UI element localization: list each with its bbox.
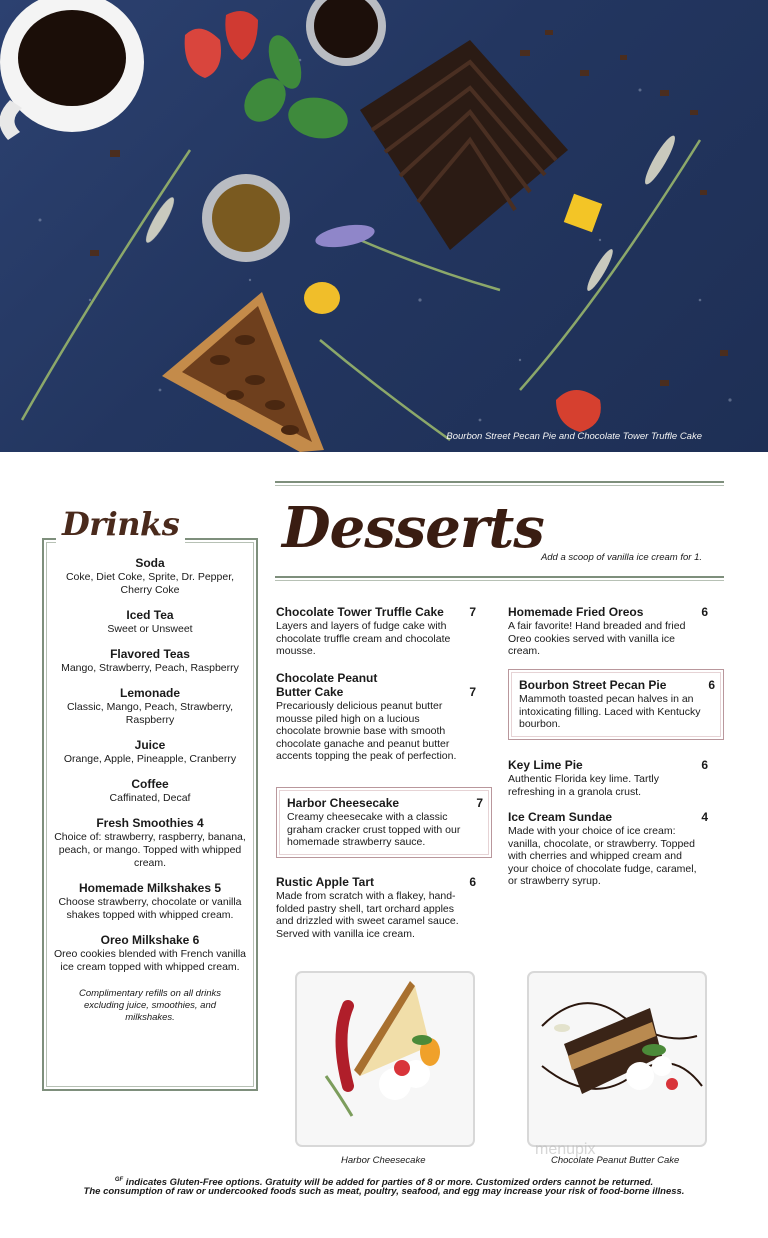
desserts-top-rule (275, 481, 724, 483)
photo-caption: Harbor Cheesecake (341, 1155, 426, 1166)
dessert-desc: Layers and layers of fudge cake with chocolate truffle cream and chocolate mousse. (276, 620, 451, 657)
drink-name: Homemade Milkshakes 5 (78, 881, 222, 895)
dessert-price: 7 (476, 796, 483, 810)
drink-item (52, 647, 248, 675)
drinks-note: Complimentary refills on all drinks excluding juice, smoothies, and milkshakes. (78, 988, 222, 1023)
drink-name: Oreo Milkshake 6 (100, 933, 200, 947)
dessert-name: Rustic Apple Tart (276, 875, 375, 889)
dessert-name: Ice Cream Sundae (508, 810, 613, 824)
drink-item (52, 816, 248, 870)
dessert-item (508, 810, 708, 888)
drink-desc: Coke, Diet Coke, Sprite, Dr. Pepper, Cherry Coke (65, 571, 235, 596)
dessert-price: 6 (701, 605, 708, 619)
drink-name: Soda (135, 556, 165, 570)
desserts-bottom-rule (275, 576, 724, 578)
drink-item (52, 556, 248, 597)
hero-caption: Bourbon Street Pecan Pie and Chocolate Tower Truffle Cake (446, 431, 702, 442)
dessert-item (508, 605, 708, 658)
dessert-desc: A fair favorite! Hand breaded and fried Oreo cookies served with vanilla ice cream. (508, 620, 686, 657)
footer-line-2: The consumption of raw or undercooked foods such as meat, poultry, seafood, and egg may increase your risk of food-borne illness. (83, 1186, 685, 1197)
dessert-price: 6 (701, 758, 708, 772)
dessert-desc: Mammoth toasted pecan halves in an intoxicating filling. Laced with Kentucky bourbon. (519, 693, 701, 730)
drink-desc: Sweet or Unsweet (107, 623, 193, 635)
dessert-name: Key Lime Pie (508, 758, 583, 772)
pb-cake-illustration (522, 966, 712, 1152)
drink-item (52, 777, 248, 805)
strawberry (185, 29, 221, 78)
rosemary-sprigs (22, 140, 700, 440)
drink-name: Flavored Teas (110, 647, 190, 661)
coffee-cup (0, 0, 144, 140)
drink-desc: Choose strawberry, chocolate or vanilla shakes topped with whipped cream. (58, 896, 242, 921)
cheesecake-photo (290, 966, 480, 1152)
drink-item (52, 686, 248, 727)
dessert-price: 4 (701, 810, 708, 824)
drink-name: Iced Tea (126, 608, 174, 622)
dessert-name: Chocolate Tower Truffle Cake (276, 605, 444, 619)
dessert-desc: Authentic Florida key lime. Tartly refreshing in a granola crust. (508, 773, 659, 798)
dessert-price: 6 (708, 678, 715, 692)
dessert-name: Harbor Cheesecake (287, 796, 400, 810)
desserts-title: Desserts (282, 495, 544, 561)
dessert-item (276, 605, 476, 658)
cheesecake-illustration (290, 966, 480, 1152)
dessert-desc: Made with your choice of ice cream: vanilla, chocolate, or strawberry. Topped with cherries and whipped cream and your choice of chocolate fudge, caramel, or strawberry syrup. (508, 825, 697, 887)
dessert-price: 6 (469, 875, 476, 889)
dessert-desc: Creamy cheesecake with a classic graham cracker crust topped with our homemade strawberry sauce. (287, 811, 461, 848)
hero-illustration (0, 0, 768, 452)
drink-desc: Caffinated, Decaf (109, 792, 191, 804)
drink-desc: Orange, Apple, Pineapple, Cranberry (63, 753, 237, 765)
chocolate-cake-slice (360, 40, 568, 250)
dessert-item (276, 671, 476, 763)
dessert-item-featured (276, 787, 492, 858)
dessert-desc: Made from scratch with a flakey, hand-folded pastry shell, tart orchard apples and drizzled with sweet caramel sauce. Served with vanilla ice cream. (276, 890, 459, 940)
drink-name: Coffee (131, 777, 169, 791)
drink-item (52, 738, 248, 766)
pb-cake-photo (522, 966, 712, 1152)
drinks-title: Drinks (56, 505, 185, 543)
drink-desc: Classic, Mango, Peach, Strawberry, Raspberry (66, 701, 234, 726)
drink-item (52, 608, 248, 636)
dessert-desc: Precariously delicious peanut butter mousse piled high on a lucious chocolate brownie base with smooth chocolate ganache and peanut butter accents topping the peak of perfection. (276, 700, 457, 762)
gluten-free-mark: GF (114, 1177, 124, 1183)
drink-name: Fresh Smoothies 4 (96, 816, 204, 830)
drink-item (52, 881, 248, 922)
drink-name: Lemonade (119, 686, 180, 700)
pineapple-chunk (564, 194, 602, 232)
pecan-pie-slice (162, 292, 324, 452)
dessert-name: Homemade Fried Oreos (508, 605, 644, 619)
hero-photo (0, 0, 768, 452)
dessert-name: Chocolate Peanut Butter Cake (276, 671, 378, 699)
dessert-item (508, 758, 708, 798)
dessert-name: Bourbon Street Pecan Pie (519, 678, 667, 692)
dessert-item (276, 875, 476, 940)
footer-text: indicates Gluten-Free options. Gratuity will be added for parties of 8 or more. Customized orders cannot be returned. (123, 1177, 654, 1189)
drinks-list (42, 538, 258, 1091)
drink-desc: Choice of: strawberry, raspberry, banana, peach, or mango. Topped with whipped cream. (54, 831, 246, 869)
watermark: menupix (535, 1141, 596, 1158)
photo-caption: Chocolate Peanut Butter Cake (551, 1155, 680, 1166)
lavender (314, 221, 377, 251)
dessert-item-featured (508, 669, 724, 740)
dessert-price: 7 (469, 685, 476, 699)
drink-desc: Oreo cookies blended with French vanilla ice cream topped with whipped cream. (53, 948, 247, 973)
desserts-note: Add a scoop of vanilla ice cream for 1. (540, 552, 702, 563)
drink-desc: Mango, Strawberry, Peach, Raspberry (61, 662, 239, 674)
drink-name: Juice (134, 738, 166, 752)
drink-item (52, 933, 248, 974)
dessert-price: 7 (469, 605, 476, 619)
